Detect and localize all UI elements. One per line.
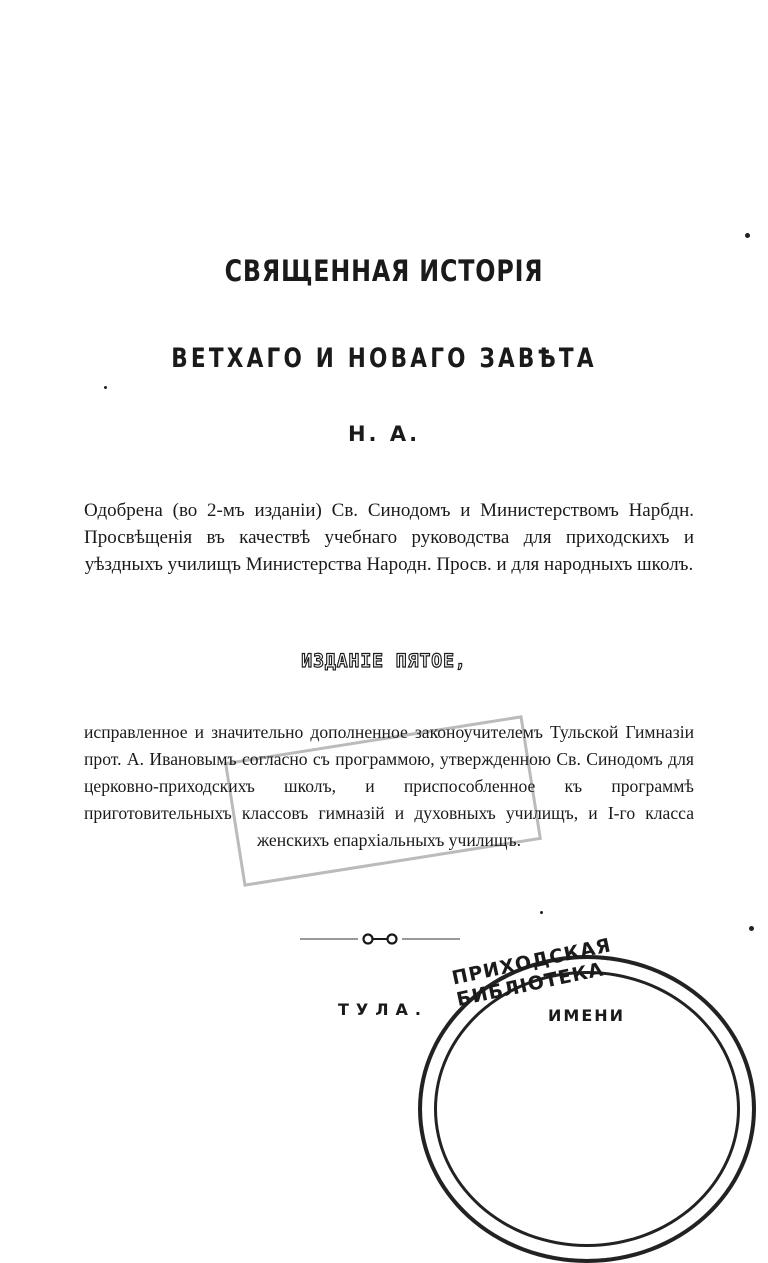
ink-speck (749, 926, 754, 931)
edition-details-paragraph: исправленное и значительно дополненное законоучителемъ Тульской Гимназіи прот. А. Ивановымъ согласно съ программою, утвержденною Св. Синодомъ для церковно-приходскихъ школъ, и приспособленное къ программѣ приготовительныхъ классовъ гимназій и духовныхъ училищъ, и I-го класса женскихъ епархіальныхъ училищъ. (84, 722, 694, 850)
book-title: СВЯЩЕННАЯ ИСТОРІЯ (224, 254, 544, 288)
ink-speck (745, 233, 750, 238)
ink-speck (104, 386, 107, 389)
library-stamp-subtext: ИМЕНИ (548, 1006, 626, 1025)
approval-paragraph: Одобрена (во 2-мъ изданіи) Св. Синодомъ и Министерствомъ Нарбдн. Просвѣщенія въ качествѣ учебнаго руководства для приходскихъ и уѣздныхъ училищъ Министерства Народн. Просв. и для народныхъ школъ. (84, 500, 694, 575)
book-subtitle: ВЕТХАГО И НОВАГО ЗАВѢТА (171, 343, 597, 374)
library-stamp-text: ПРИХОДСКАЯ БИБЛІОТЕКА (450, 934, 614, 1012)
ink-speck (540, 911, 543, 914)
publication-city: ТУЛА. (338, 1000, 428, 1019)
author-initials: Н. А. (347, 422, 421, 446)
edition-heading: ИЗДАНІЕ ПЯТОЕ, (301, 650, 467, 672)
ornament-divider-icon (300, 930, 460, 948)
